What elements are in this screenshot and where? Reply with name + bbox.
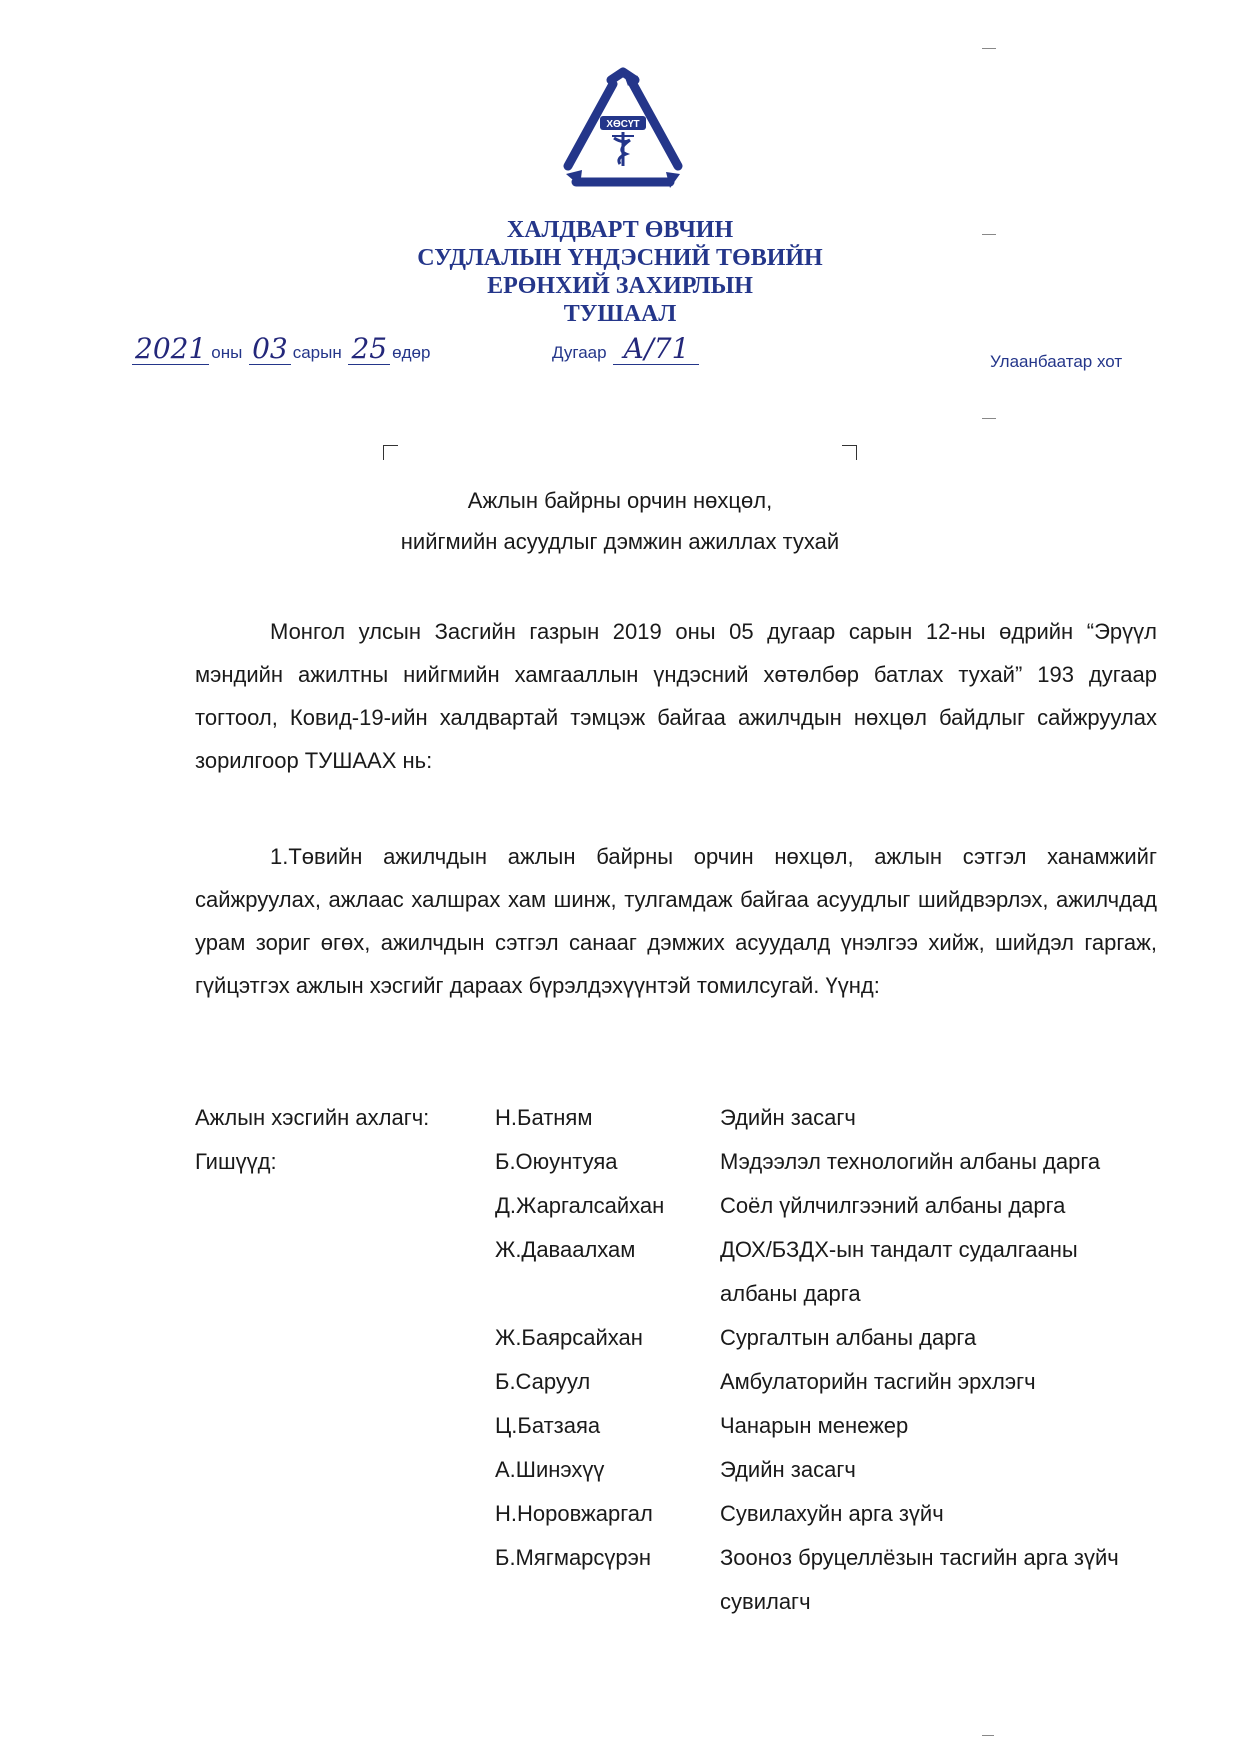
roster-row (195, 1492, 1155, 1536)
roster-role: Гишүүд: (195, 1149, 277, 1174)
roster-role: Ажлын хэсгийн ахлагч: (195, 1105, 430, 1130)
city: Улаанбаатар хот (990, 352, 1123, 371)
subject-line-2: нийгмийн асуудлыг дэмжин ажиллах тухай (400, 529, 840, 554)
roster-position: ДОХ/БЗДХ-ын тандалт судалгааны албаны дарга (720, 1237, 1078, 1306)
roster-role (195, 1536, 495, 1624)
roster-role (195, 1316, 495, 1360)
roster-position: Мэдээлэл технологийн албаны дарга (720, 1149, 1101, 1174)
order-number (550, 334, 699, 374)
roster-position: Зооноз бруцеллёзын тасгийн арга зүйч сувилагч (720, 1545, 1119, 1614)
org-line-4: ТУШААЛ (563, 301, 677, 327)
subject-line-1: Ажлын байрны орчин нөхцөл, (467, 488, 773, 513)
date-day-label: өдөр (392, 343, 431, 362)
order-subject (250, 480, 990, 562)
roster-position: Соёл үйлчилгээний албаны дарга (720, 1193, 1066, 1218)
preamble-paragraph: Монгол улсын Засгийн газрын 2019 оны 05 дугаар сарын 12-ны өдрийн “Эрүүл мэндийн ажилтны нийгмийн хамгааллын үндэсний хөтөлбөр батлах тухай” 193 дугаар тогтоол, Ковид-19-ийн халдвартай тэмцэж байгаа ажилчдын нөхцөл байдлыг сайжруулах зорилгоор ТУШААХ нь: (195, 619, 1157, 773)
date-day: 25 (348, 334, 390, 365)
roster-row (195, 1536, 1155, 1624)
roster-role (195, 1492, 495, 1536)
scan-speck (982, 1735, 994, 1736)
scan-speck (982, 418, 996, 419)
roster-name: Ж.Баярсайхан (495, 1325, 643, 1350)
organization-header (340, 216, 900, 328)
roster-position: Сувилахуйн арга зүйч (720, 1501, 944, 1526)
roster-position: Эдийн засагч (720, 1457, 856, 1482)
roster-row (195, 1140, 1155, 1184)
date-year-label: оны (211, 343, 243, 362)
subject-bracket-right (842, 445, 857, 460)
organization-logo (558, 66, 688, 196)
roster-name: Д.Жаргалсайхан (495, 1193, 665, 1218)
roster-name: А.Шинэхүү (495, 1457, 605, 1482)
roster-row (195, 1360, 1155, 1404)
roster-row (195, 1096, 1155, 1140)
org-line-1: ХАЛДВАРТ ӨВЧИН (506, 217, 734, 243)
number-label: Дугаар (552, 343, 607, 362)
org-line-2: СУДЛАЛЫН ҮНДЭСНИЙ ТӨВИЙН (417, 245, 823, 271)
roster-role (195, 1184, 495, 1228)
org-line-3: ЕРӨНХИЙ ЗАХИРЛЫН (487, 273, 753, 299)
roster-row (195, 1316, 1155, 1360)
roster-name: Н.Батням (495, 1105, 593, 1130)
roster-row (195, 1184, 1155, 1228)
roster-role (195, 1360, 495, 1404)
roster-position: Чанарын менежер (720, 1413, 909, 1438)
subject-bracket-left (383, 445, 398, 460)
roster-row (195, 1404, 1155, 1448)
roster-role (195, 1228, 495, 1316)
roster-name: Ж.Даваалхам (495, 1237, 636, 1262)
date-month: 03 (249, 334, 291, 365)
roster-role (195, 1404, 495, 1448)
roster-position: Эдийн засагч (720, 1105, 856, 1130)
roster-role (195, 1448, 495, 1492)
roster-name: Н.Норовжаргал (495, 1501, 653, 1526)
roster-position: Сургалтын албаны дарга (720, 1325, 977, 1350)
roster-name: Б.Оюунтуяа (495, 1149, 618, 1174)
roster-row (195, 1228, 1155, 1316)
roster-name: Б.Саруул (495, 1369, 591, 1394)
date-month-label: сарын (292, 343, 342, 362)
scan-speck (982, 48, 996, 49)
item-1-paragraph: 1.Төвийн ажилчдын ажлын байрны орчин нөхцөл, ажлын сэтгэл ханамжийг сайжруулах, ажлаас халшрах хам шинж, тулгамдаж байгаа асуудлыг шийдвэрлэх, ажилчдад урам зориг өгөх, ажилчдын сэтгэл санааг дэмжих асуудалд үнэлгээ хийж, шийдэл гаргаж, гүйцэтгэх ажлын хэсгийг дараах бүрэлдэхүүнтэй томилсугай. Үүнд: (195, 844, 1157, 998)
logo-emblem-text: ХӨСҮТ (606, 119, 640, 130)
roster-position: Амбулаторийн тасгийн эрхлэгч (720, 1369, 1036, 1394)
number-value: А/71 (613, 334, 699, 365)
roster-name: Б.Мягмарсүрэн (495, 1545, 652, 1570)
roster-name: Ц.Батзаяа (495, 1413, 601, 1438)
working-group-roster (195, 1096, 1155, 1624)
scan-speck (982, 234, 996, 235)
date-year: 2021 (132, 334, 209, 365)
order-date (132, 334, 432, 374)
roster-row (195, 1448, 1155, 1492)
